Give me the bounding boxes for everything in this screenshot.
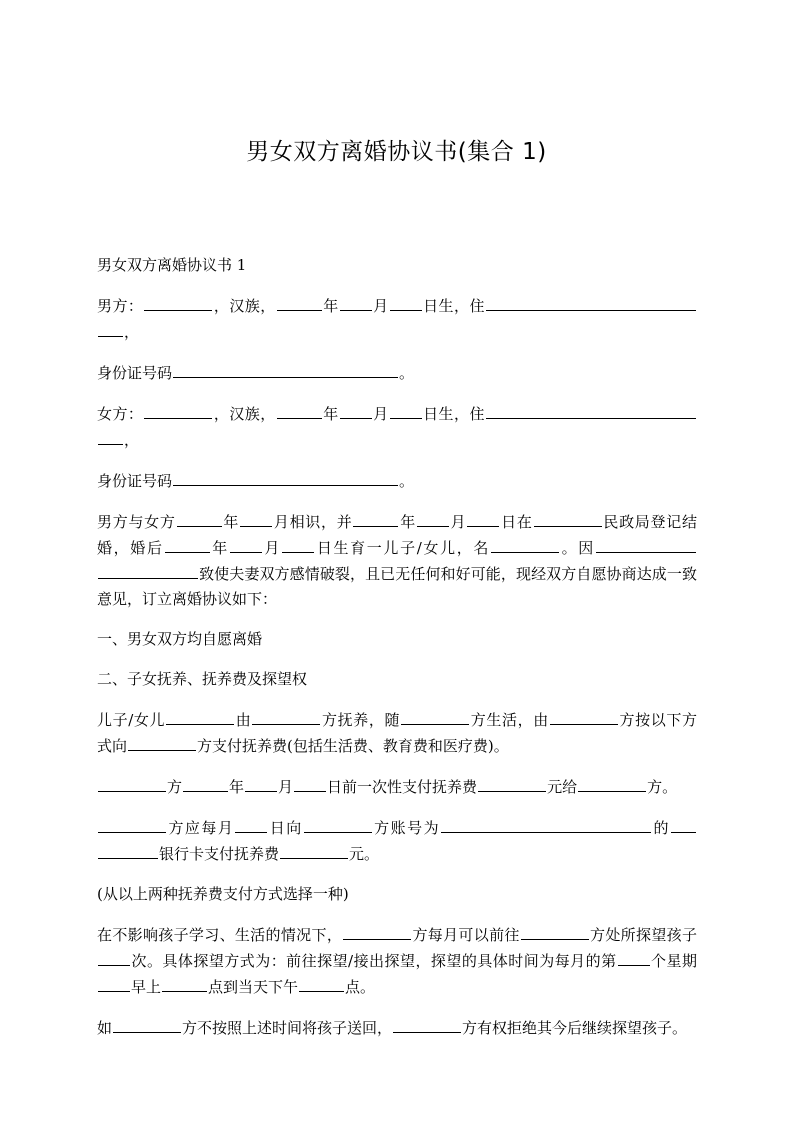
custodial-residence-blank <box>521 922 589 940</box>
male-id-label: 身份证号码 <box>97 364 173 382</box>
marriage-text-10: 日生育一儿子/女儿，名 <box>315 539 491 557</box>
visit-start-hour-blank <box>162 974 207 992</box>
child-birth-month-blank <box>230 535 262 553</box>
visit-text-2: 方每月可以前往 <box>412 926 520 944</box>
male-id-end: 。 <box>399 364 415 382</box>
refusal-text-2: 方不按照上述时间将孩子送回， <box>182 1019 393 1037</box>
male-year-label: 年 <box>322 297 339 315</box>
female-address-blank-cont <box>98 427 123 445</box>
visit-week-blank <box>618 948 650 966</box>
visit-end-hour-blank <box>299 974 344 992</box>
visiting-party-blank <box>343 922 411 940</box>
register-month-blank <box>417 509 449 527</box>
paying-party-blank <box>550 707 618 725</box>
monthly-recipient-blank <box>304 815 372 833</box>
reason-blank-cont <box>98 561 198 579</box>
male-end: ， <box>124 323 140 341</box>
female-name-blank <box>144 401 212 419</box>
custody-text-2: 由 <box>235 711 252 729</box>
male-address-blank-cont <box>98 319 123 337</box>
document-subtitle: 男女双方离婚协议书 1 <box>97 256 247 274</box>
lump-payer-blank <box>98 774 166 792</box>
marriage-text-2: 年 <box>222 513 240 531</box>
marriage-text-11: 。因 <box>560 539 595 557</box>
monthly-text-5: 银行卡支付抚养费 <box>159 845 280 863</box>
female-id-line <box>97 468 697 494</box>
refusal-text-1: 如 <box>97 1019 113 1037</box>
custody-text-3: 方抚养，随 <box>321 711 401 729</box>
marriage-text-6: 日在 <box>500 513 533 531</box>
section-1-heading: 一、男女双方均自愿离婚 <box>97 630 263 648</box>
lump-text-4: 日前一次性支付抚养费 <box>327 778 478 796</box>
marriage-text-7: 民政局登记结婚，婚后 <box>97 513 697 557</box>
lump-text-6: 方。 <box>647 778 678 796</box>
child-name-blank <box>491 535 559 553</box>
document-title: 男女双方离婚协议书(集合 1) <box>246 139 547 165</box>
monthly-text-2: 日向 <box>268 819 303 837</box>
female-id-end: 。 <box>399 472 415 490</box>
civil-affairs-bureau-blank <box>534 509 602 527</box>
female-end: ， <box>124 431 140 449</box>
marriage-text-9: 月 <box>262 539 282 557</box>
female-year-label: 年 <box>322 405 339 423</box>
lump-sum-paragraph <box>97 774 697 800</box>
lump-amount-blank <box>478 774 546 792</box>
child-name-blank-2 <box>166 707 234 725</box>
custodial-party-blank <box>252 707 320 725</box>
visit-text-8: 点。 <box>345 978 376 996</box>
marriage-text-8: 年 <box>210 539 229 557</box>
living-party-blank <box>401 707 469 725</box>
lump-text-2: 年 <box>229 778 245 796</box>
visit-text-3: 方处所探望孩子 <box>589 926 697 944</box>
male-birth-day-blank <box>390 293 422 311</box>
monthly-day-blank <box>235 815 267 833</box>
custody-paragraph <box>97 707 697 759</box>
male-id-line <box>97 360 697 386</box>
female-address-blank <box>486 401 696 419</box>
monthly-text-3: 方账号为 <box>372 819 441 837</box>
female-birth-month-blank <box>340 401 372 419</box>
monthly-paragraph <box>97 815 697 867</box>
visit-text-4: 次。具体探望方式为：前往探望/接出探望，探望的具体时间为每月的第 <box>131 952 617 970</box>
female-id-blank <box>173 468 398 486</box>
custody-text-4: 方生活，由 <box>470 711 549 729</box>
custody-text-6: 方支付抚养费(包括生活费、教育费和医疗费)。 <box>197 737 509 755</box>
male-name-blank <box>144 293 212 311</box>
register-day-blank <box>467 509 499 527</box>
visitation-paragraph <box>97 922 697 1000</box>
lump-day-blank <box>294 774 326 792</box>
marriage-text-5: 月 <box>449 513 467 531</box>
male-address-blank <box>486 293 696 311</box>
marriage-paragraph <box>97 509 697 612</box>
choose-note: (从以上两种抚养费支付方式选择一种) <box>97 885 349 903</box>
monthly-payer-blank <box>98 815 166 833</box>
marriage-text-12: 致使夫妻双方感情破裂，且已无任何和好可能，现经双方自愿协商达成一致意见，订立离婚协议如下： <box>97 565 697 608</box>
female-party-line <box>97 401 697 453</box>
child-birth-day-blank <box>282 535 314 553</box>
female-month-label: 月 <box>372 405 389 423</box>
visit-count-blank <box>98 948 130 966</box>
marriage-text-3: 月相识，并 <box>273 513 353 531</box>
bank-name-blank-cont <box>98 841 158 859</box>
reason-blank <box>596 535 696 553</box>
lump-recipient-blank <box>578 774 646 792</box>
refusal-party-blank <box>113 1015 181 1033</box>
male-ethnicity: ，汉族， <box>213 297 276 315</box>
visit-text-1: 在不影响孩子学习、生活的情况下， <box>97 926 343 944</box>
refusal-paragraph <box>97 1015 697 1041</box>
account-number-blank <box>441 815 651 833</box>
marriage-text-1: 男方与女方 <box>97 513 176 531</box>
visit-text-7: 点到当天下午 <box>208 978 299 996</box>
female-birth-year-blank <box>277 401 322 419</box>
refusal-other-party-blank <box>393 1015 461 1033</box>
male-month-label: 月 <box>372 297 389 315</box>
female-ethnicity: ，汉族， <box>213 405 276 423</box>
female-id-label: 身份证号码 <box>97 472 173 490</box>
receiving-party-blank <box>128 733 196 751</box>
male-party-line <box>97 293 697 345</box>
monthly-text-4: 的 <box>652 819 670 837</box>
visit-text-5: 个星期 <box>650 952 697 970</box>
bank-name-blank <box>671 815 696 833</box>
lump-month-blank <box>245 774 277 792</box>
male-born-label: 日生，住 <box>422 297 485 315</box>
monthly-text-1: 方应每月 <box>167 819 235 837</box>
female-birth-day-blank <box>390 401 422 419</box>
meet-year-blank <box>177 509 222 527</box>
male-birth-year-blank <box>277 293 322 311</box>
male-label: 男方： <box>97 297 144 315</box>
custody-text-5: 方按以下方式向 <box>97 711 697 755</box>
custody-text-1: 儿子/女儿 <box>97 711 166 729</box>
lump-text-3: 月 <box>278 778 294 796</box>
child-birth-year-blank <box>165 535 210 553</box>
monthly-amount-blank <box>280 841 348 859</box>
refusal-text-3: 方有权拒绝其今后继续探望孩子。 <box>462 1019 688 1037</box>
female-label: 女方： <box>97 405 144 423</box>
visit-text-6: 早上 <box>131 978 162 996</box>
document-body <box>97 253 697 1056</box>
visit-weekday-blank <box>98 974 130 992</box>
monthly-text-6: 元。 <box>349 845 380 863</box>
meet-month-blank <box>240 509 272 527</box>
male-birth-month-blank <box>340 293 372 311</box>
section-2-heading: 二、子女抚养、抚养费及探望权 <box>97 670 308 688</box>
lump-year-blank <box>183 774 228 792</box>
male-id-blank <box>173 360 398 378</box>
lump-text-5: 元给 <box>547 778 578 796</box>
marriage-text-4: 年 <box>399 513 416 531</box>
lump-text-1: 方 <box>167 778 183 796</box>
register-year-blank <box>353 509 398 527</box>
female-born-label: 日生，住 <box>422 405 485 423</box>
